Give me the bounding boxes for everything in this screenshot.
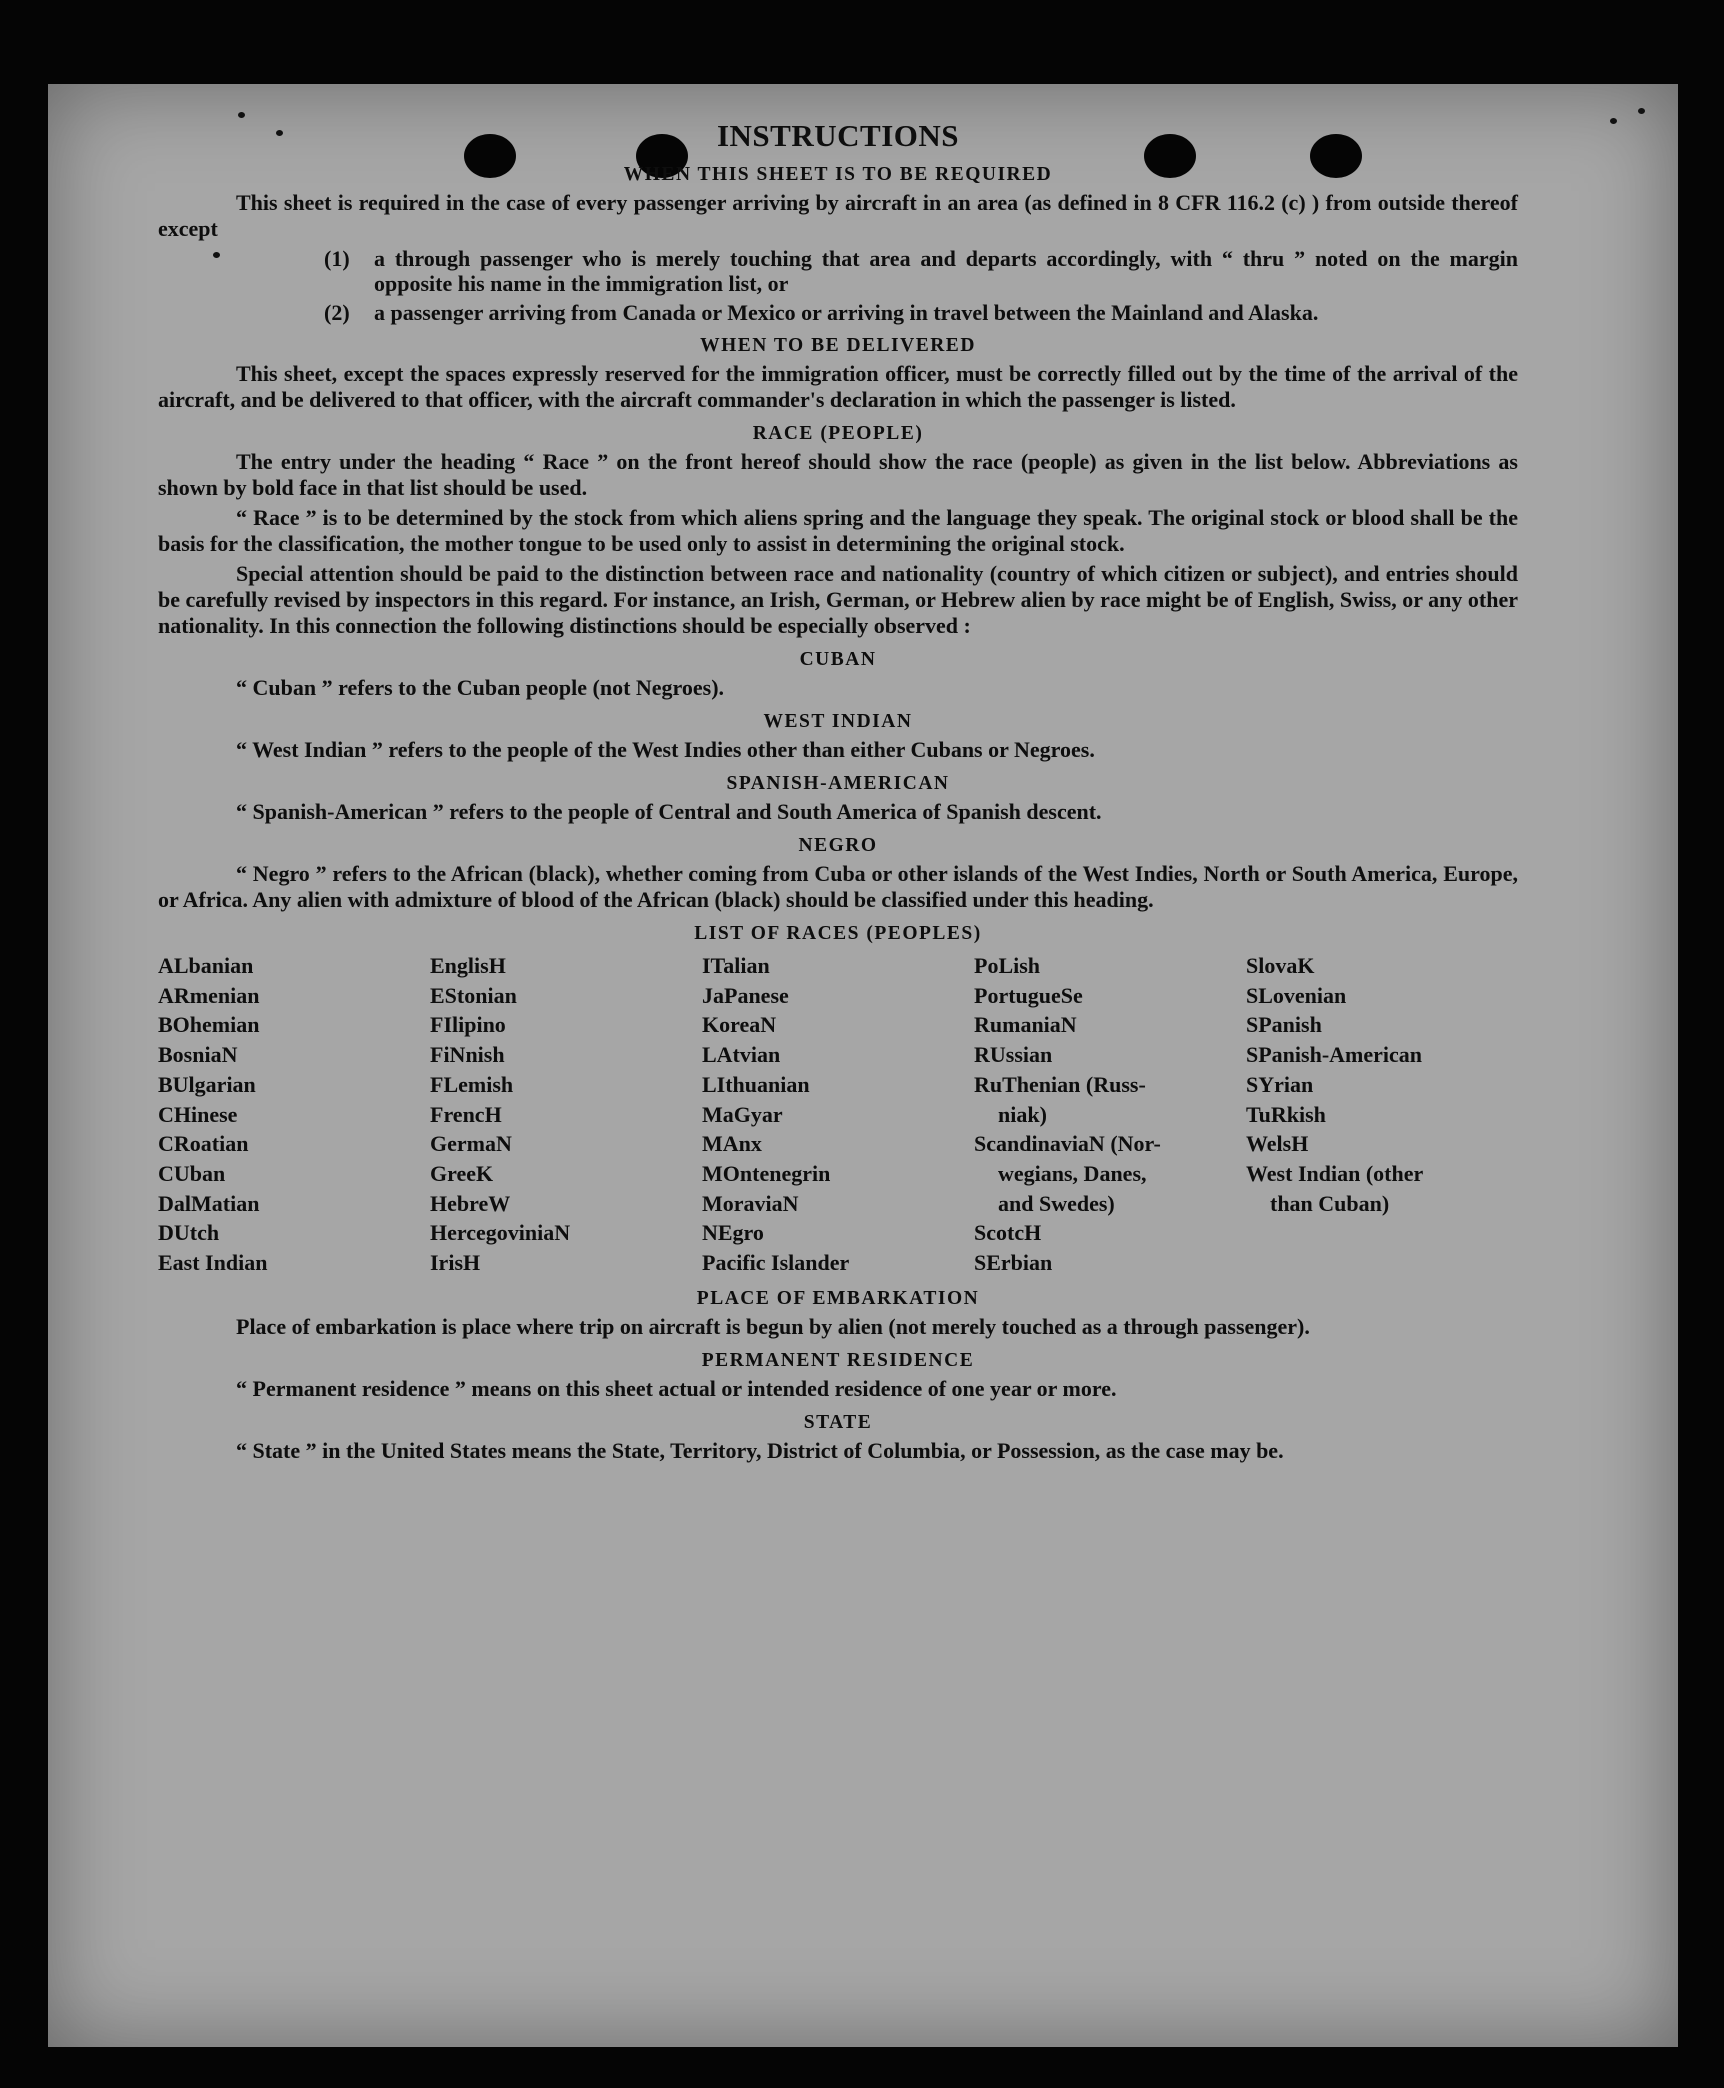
race-entry: BOhemian	[158, 1012, 260, 1038]
race-entry: SLovenian	[1246, 982, 1347, 1008]
race-entry: East Indian	[158, 1250, 268, 1276]
spanish-american-text: “ Spanish-American ” refers to the people of Central and South America of Spanish descent.	[236, 799, 1102, 824]
race-entry: CUban	[158, 1160, 226, 1186]
race-entry: JaPanese	[702, 982, 789, 1008]
heading-west-indian: WEST INDIAN	[763, 711, 913, 732]
cuban-text: “ Cuban ” refers to the Cuban people (not Negroes).	[236, 675, 725, 700]
race-entry: GermaN	[430, 1131, 512, 1157]
race-entry: PortugueSe	[974, 982, 1083, 1008]
race-entry: MoraviaN	[702, 1190, 799, 1216]
speck	[1638, 108, 1645, 114]
race-entry: RuThenian (Russ-	[974, 1071, 1146, 1097]
race-column	[158, 951, 430, 1278]
when-required-text: This sheet is required in the case of every passenger arriving by aircraft in an area (as defined in 8 CFR 116.2 (c) ) from outside thereof except	[158, 190, 1518, 241]
instructions-text	[158, 118, 1518, 1468]
race-entry: NEgro	[702, 1220, 764, 1246]
heading-cuban: CUBAN	[799, 649, 877, 670]
race-entry: SPanish-American	[1246, 1042, 1422, 1068]
race-column	[974, 951, 1246, 1278]
race-paragraph-3: Special attention should be paid to the distinction between race and nationality (country of which citizen or subject), and entries should be carefully revised by inspectors in this regard. For instance, an Irish, German, or Hebrew alien by race might be of English, Swiss, or any other nationality. In this connection the following distinctions should be especially observed :	[158, 561, 1518, 638]
race-entry: WelsH	[1246, 1131, 1309, 1157]
race-entry: CRoatian	[158, 1131, 249, 1157]
race-column	[702, 951, 974, 1278]
race-entry: ITalian	[702, 953, 770, 978]
race-entry: RumaniaN	[974, 1012, 1077, 1038]
race-entry: LIthuanian	[702, 1071, 810, 1097]
race-entry: RUssian	[974, 1042, 1053, 1068]
race-entry: ScandinaviaN (Nor-	[974, 1131, 1161, 1157]
race-entry-continued: and Swedes)	[998, 1190, 1115, 1216]
race-entry-continued: than Cuban)	[1270, 1190, 1390, 1216]
race-entry: EnglisH	[430, 953, 506, 978]
when-delivered-text: This sheet, except the spaces expressly reserved for the immigration officer, must be correctly filled out by the time of the arrival of the aircraft, and be delivered to that officer, with the aircraft commander's declaration in which the passenger is listed.	[158, 361, 1518, 412]
race-paragraph-1: The entry under the heading “ Race ” on the front hereof should show the race (people) as given in the list below. Abbreviations as shown by bold face in that list should be used.	[158, 449, 1518, 500]
heading-race: RACE (PEOPLE)	[752, 423, 924, 444]
race-entry: MAnx	[702, 1131, 762, 1157]
race-entry: FiNnish	[430, 1042, 505, 1068]
race-entry: KoreaN	[702, 1012, 777, 1038]
speck	[1610, 118, 1617, 124]
race-column	[430, 951, 702, 1278]
race-entry: TuRkish	[1246, 1101, 1326, 1127]
race-entry: SErbian	[974, 1250, 1053, 1276]
race-entry: MaGyar	[702, 1101, 783, 1127]
race-entry: LAtvian	[702, 1042, 781, 1068]
west-indian-text: “ West Indian ” refers to the people of the West Indies other than either Cubans or Negroes.	[236, 737, 1095, 762]
heading-permanent-residence: PERMANENT RESIDENCE	[701, 1349, 975, 1371]
race-entry: BosniaN	[158, 1042, 238, 1068]
permanent-residence-text: “ Permanent residence ” means on this sheet actual or intended residence of one year or more.	[236, 1375, 1117, 1401]
race-entry: DUtch	[158, 1220, 220, 1246]
race-entry: DalMatian	[158, 1190, 260, 1216]
race-entry: MOntenegrin	[702, 1160, 831, 1186]
race-entry: ALbanian	[158, 953, 254, 978]
race-entry: FLemish	[430, 1071, 514, 1097]
negro-text: “ Negro ” refers to the African (black), whether coming from Cuba or other islands of the West Indies, North or South America, Europe, or Africa. Any alien with admixture of blood of the African (black) should be classified under this heading.	[158, 861, 1518, 912]
heading-when-delivered: WHEN TO BE DELIVERED	[700, 335, 976, 356]
race-entry: ScotcH	[974, 1220, 1042, 1246]
race-entry: GreeK	[430, 1160, 494, 1186]
race-entry: SPanish	[1246, 1012, 1322, 1038]
heading-spanish-american: SPANISH-AMERICAN	[726, 773, 950, 794]
race-entry: West Indian (other	[1246, 1160, 1424, 1186]
race-entry: PoLish	[974, 953, 1041, 978]
race-entry: CHinese	[158, 1101, 238, 1127]
heading-negro: NEGRO	[798, 835, 878, 856]
race-entry: Pacific Islander	[702, 1250, 850, 1276]
race-entry: ARmenian	[158, 982, 260, 1008]
embarkation-text: Place of embarkation is place where trip on aircraft is begun by alien (not merely touched as a through passenger).	[236, 1313, 1310, 1339]
heading-when-required: WHEN THIS SHEET IS TO BE REQUIRED	[623, 164, 1053, 185]
race-column	[1246, 951, 1518, 1278]
race-list	[158, 951, 1518, 1278]
race-entry: FrencH	[430, 1101, 502, 1127]
race-entry: EStonian	[430, 982, 517, 1008]
race-entry: BUlgarian	[158, 1071, 256, 1097]
race-entry-continued: niak)	[998, 1101, 1047, 1127]
race-entry: HebreW	[430, 1190, 511, 1216]
race-paragraph-2: “ Race ” is to be determined by the stock from which aliens spring and the language they speak. The original stock or blood shall be the basis for the classification, the mother tongue to be used only to assist in determining the original stock.	[158, 505, 1518, 556]
page-title: INSTRUCTIONS	[716, 118, 959, 153]
race-entry-continued: wegians, Danes,	[998, 1160, 1147, 1186]
race-entry: SYrian	[1246, 1071, 1314, 1097]
heading-list-of-races: LIST OF RACES (PEOPLES)	[694, 923, 982, 944]
race-entry: IrisH	[430, 1250, 481, 1276]
race-entry: FIlipino	[430, 1012, 506, 1038]
state-text: “ State ” in the United States means the State, Territory, District of Columbia, or Possession, as the case may be.	[236, 1437, 1284, 1463]
exception-item: (1) a through passenger who is merely touching that area and departs accordingly, with “ thru ” noted on the margin opposite his name in the immigration list, or	[324, 246, 1518, 296]
heading-embarkation: PLACE OF EMBARKATION	[696, 1287, 980, 1309]
race-entry: SlovaK	[1246, 953, 1315, 978]
exception-item: (2) a passenger arriving from Canada or Mexico or arriving in travel between the Mainland and Alaska.	[324, 300, 1319, 325]
heading-state: STATE	[803, 1411, 873, 1433]
race-entry: HercegoviniaN	[430, 1220, 571, 1246]
